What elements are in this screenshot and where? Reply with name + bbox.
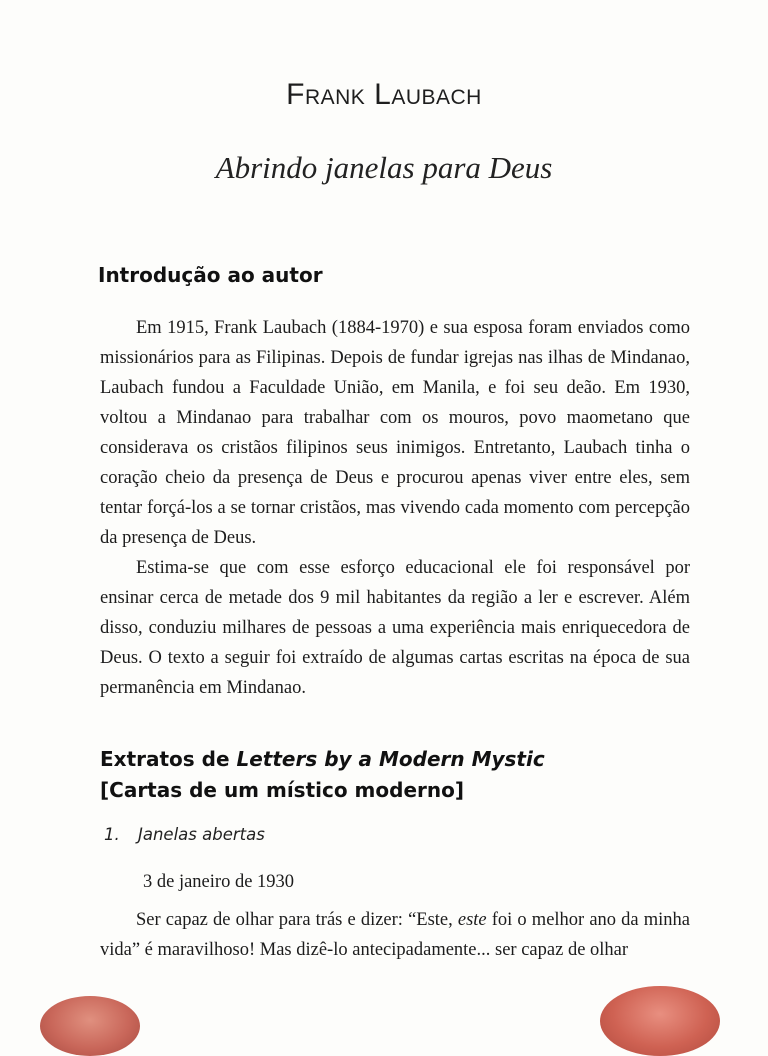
book-title: Abrindo janelas para Deus — [215, 150, 553, 185]
letter-date: 3 de janeiro de 1930 — [143, 872, 295, 892]
author-name: Frank Laubach — [286, 78, 482, 111]
intro-heading: Introdução ao autor — [98, 263, 323, 287]
letter-text-after: foi o melhor ano da minha vida” é maravilhoso! Mas dizê-lo antecipadamente... ser capaz de olhar — [100, 910, 690, 960]
letter-paragraph — [100, 905, 690, 965]
intro-paragraph-1: Em 1915, Frank Laubach (1884-1970) e sua esposa foram enviados como missionários para as Filipinas. Depois de fundar igrejas nas ilhas de Mindanao, Laubach fundou a Faculdade União, em Manila, e foi seu deão. Em 1930, voltou a Mindanao para trabalhar com os mouros, povo maometano que considerava os cristãos filipinos seus inimigos. Entretanto, Laubach tinha o coração cheio da presença de Deus e procurou apenas viver entre eles, sem tentar forçá-los a se tornar cristãos, mas vivendo cada momento com percepção da presença de Deus. — [100, 318, 690, 548]
intro-paragraph-2: Estima-se que com esse esforço educacional ele foi responsável por ensinar cerca de metade dos 9 mil habitantes da região a ler e escrever. Além disso, conduziu milhares de pessoas a uma experiência mais enriquecedora de Deus. O texto a seguir foi extraído de algumas cartas escritas na época de sua permanência em Mindanao. — [100, 558, 690, 698]
extracts-heading-translation: [Cartas de um místico moderno] — [100, 778, 465, 802]
letter-text-emphasis: este — [457, 910, 487, 930]
list-item-title: Janelas abertas — [138, 825, 265, 844]
finger-right — [600, 986, 720, 1056]
letter-body — [100, 905, 690, 965]
extracts-heading — [100, 744, 545, 806]
intro-body — [100, 313, 690, 703]
list-item — [104, 825, 265, 844]
finger-left — [40, 996, 140, 1056]
list-item-number: 1. — [104, 825, 120, 844]
letter-text-before: Ser capaz de olhar para trás e dizer: “Este, — [136, 910, 458, 930]
extracts-heading-title: Letters by a Modern Mystic — [236, 747, 545, 771]
extracts-heading-prefix: Extratos de — [100, 747, 237, 771]
